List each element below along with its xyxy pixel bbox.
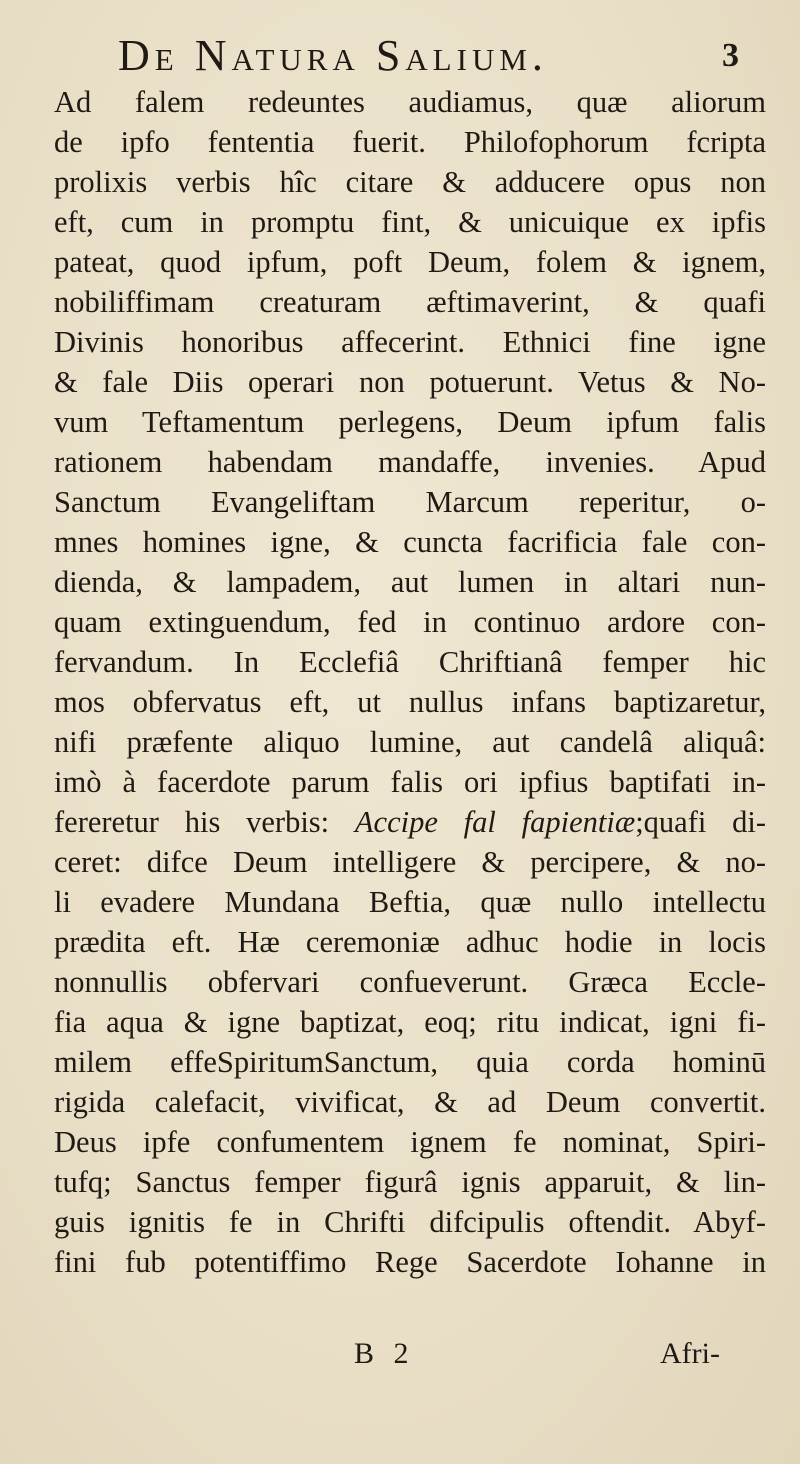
text-line: Divinis honoribus affecerint. Ethnici fine igne xyxy=(54,325,766,359)
text-line: pateat, quod ipfum, poft Deum, folem & ignem, xyxy=(54,245,766,279)
page-footer xyxy=(0,1334,800,1384)
text-line: milem effeSpiritumSanctum, quia corda hominū xyxy=(54,1045,766,1079)
text-line: Sanctum Evangeliftam Marcum reperitur, o- xyxy=(54,485,766,519)
text-line: dienda, & lampadem, aut lumen in altari nun- xyxy=(54,565,766,599)
text-line: mos obfervatus eft, ut nullus infans baptizaretur, xyxy=(54,685,766,719)
text-line: nobiliffimam creaturam æftimaverint, & quafi xyxy=(54,285,766,319)
text-line: mnes homines igne, & cuncta facrificia fale con- xyxy=(54,525,766,559)
text-line: & fale Diis operari non potuerunt. Vetus & No- xyxy=(54,365,766,399)
text-line: de ipfo fententia fuerit. Philofophorum fcripta xyxy=(54,125,766,159)
text-line: Ad falem redeuntes audiamus, quæ aliorum xyxy=(54,85,766,119)
running-head: De Natura Salium. xyxy=(118,31,548,80)
text-line: guis ignitis fe in Chrifti difcipulis oftendit. Abyf- xyxy=(54,1205,766,1239)
text-line: tufq; Sanctus femper figurâ ignis apparuit, & lin- xyxy=(54,1165,766,1199)
text-line: eft, cum in promptu fint, & unicuique ex ipfis xyxy=(54,205,766,239)
text-line: rigida calefacit, vivificat, & ad Deum convertit. xyxy=(54,1085,766,1119)
text-line-with-italic xyxy=(54,802,766,842)
text-line: vum Teftamentum perlegens, Deum ipfum falis xyxy=(54,405,766,439)
body-text xyxy=(54,82,766,1282)
line-text-roman: ;quafi di- xyxy=(635,805,766,839)
text-line: fervandum. In Ecclefiâ Chriftianâ femper hic xyxy=(54,645,766,679)
text-line: nifi præfente aliquo lumine, aut candelâ aliquâ: xyxy=(54,725,766,759)
page-number: 3 xyxy=(722,37,739,74)
text-line: ceret: difce Deum intelligere & percipere, & no- xyxy=(54,845,766,879)
catchword: Afri- xyxy=(660,1337,720,1370)
line-text-roman: fereretur his verbis: xyxy=(54,805,355,839)
text-line: li evadere Mundana Beftia, quæ nullo intellectu xyxy=(54,885,766,919)
text-line: prædita eft. Hæ ceremoniæ adhuc hodie in locis xyxy=(54,925,766,959)
text-line: imò à facerdote parum falis ori ipfius baptifati in- xyxy=(54,765,766,799)
text-line: quam extinguendum, fed in continuo ardore con- xyxy=(54,605,766,639)
page-header xyxy=(0,0,800,82)
text-line: Deus ipfe confumentem ignem fe nominat, Spiri- xyxy=(54,1125,766,1159)
text-line: fini fub potentiffimo Rege Sacerdote Iohanne in xyxy=(54,1245,766,1279)
italic-quotation: Accipe fal fapientiæ xyxy=(354,805,636,839)
signature-mark: B 2 xyxy=(354,1337,415,1370)
text-line: nonnullis obfervari confueverunt. Græca Eccle- xyxy=(54,965,766,999)
text-line: prolixis verbis hîc citare & adducere opus non xyxy=(54,165,766,199)
text-line: fia aqua & igne baptizat, eoq; ritu indicat, igni fi- xyxy=(54,1005,766,1039)
text-line: rationem habendam mandaffe, invenies. Apud xyxy=(54,445,766,479)
